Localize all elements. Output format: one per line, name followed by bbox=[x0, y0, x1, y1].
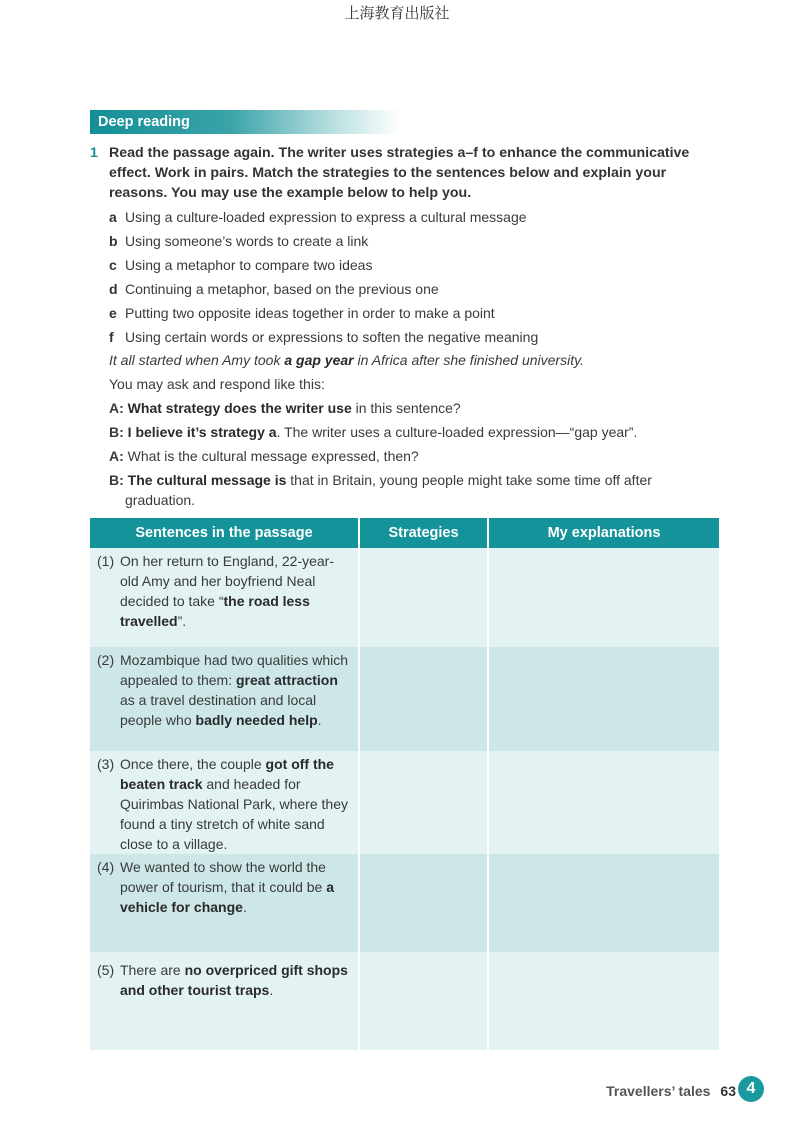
sentence-text: We wanted to show the world the power of tourism, that it could be bbox=[120, 859, 327, 895]
highlight-text: great attraction bbox=[235, 672, 338, 688]
dialog-rest: in this sentence? bbox=[351, 400, 461, 416]
example-sentence-highlight: a gap year bbox=[284, 352, 354, 368]
dialog-bold: The cultural message is bbox=[127, 472, 287, 488]
example-intro: You may ask and respond like this: bbox=[109, 376, 325, 392]
strategy-list bbox=[109, 206, 538, 350]
strategy-answer-cell[interactable] bbox=[359, 751, 488, 854]
strategy-text: Putting two opposite ideas together in order to make a point bbox=[125, 305, 495, 321]
publisher-name: 上海教育出版社 bbox=[344, 4, 450, 22]
strategy-item bbox=[109, 278, 538, 302]
page-number: 63 bbox=[720, 1083, 736, 1099]
dialog-bold: I believe it’s strategy a bbox=[127, 424, 277, 440]
dialog-rest: . The writer uses a culture-loaded expression—“gap year”. bbox=[276, 424, 638, 440]
dialog-line bbox=[109, 422, 709, 446]
dialog-line bbox=[109, 446, 709, 470]
header-sentences: Sentences in the passage bbox=[90, 518, 359, 548]
strategy-item bbox=[109, 206, 538, 230]
sentence-cell bbox=[90, 548, 359, 647]
dialog-rest: that in Britain, young people might take some time off after graduation. bbox=[125, 472, 652, 508]
sentence-text: ”. bbox=[177, 613, 187, 629]
strategy-answer-cell[interactable] bbox=[359, 647, 488, 751]
example-block bbox=[109, 350, 709, 510]
highlight-text: a vehicle for change bbox=[120, 879, 335, 915]
dialog-rest: What is the cultural message expressed, then? bbox=[127, 448, 419, 464]
passage-table bbox=[90, 518, 719, 1050]
page-footer bbox=[606, 1083, 736, 1099]
strategy-text: Using certain words or expressions to soften the negative meaning bbox=[125, 329, 539, 345]
strategy-answer-cell[interactable] bbox=[359, 854, 488, 952]
strategy-text: Using a metaphor to compare two ideas bbox=[125, 257, 373, 273]
sentence-cell bbox=[90, 647, 359, 751]
highlight-text: the road less travelled bbox=[120, 593, 310, 629]
row-number: (4) bbox=[97, 859, 115, 875]
sentence-text: as a travel destination and local people who bbox=[120, 692, 317, 728]
strategy-letter: c bbox=[109, 257, 117, 273]
sentence-cell bbox=[90, 952, 359, 1050]
strategy-letter: f bbox=[109, 329, 114, 345]
sentence-text: Mozambique had two qualities which appealed to them: bbox=[120, 652, 349, 688]
sentence-text: There are bbox=[120, 962, 185, 978]
strategy-item bbox=[109, 302, 538, 326]
sentence-text: . bbox=[317, 712, 322, 728]
explanation-answer-cell[interactable] bbox=[488, 548, 719, 647]
strategy-item bbox=[109, 254, 538, 278]
strategy-text: Using someone’s words to create a link bbox=[125, 233, 369, 249]
strategy-item bbox=[109, 326, 538, 350]
explanation-answer-cell[interactable] bbox=[488, 647, 719, 751]
speaker: A: bbox=[109, 400, 124, 416]
table-row bbox=[90, 548, 719, 647]
table-row bbox=[90, 647, 719, 751]
strategy-answer-cell[interactable] bbox=[359, 952, 488, 1050]
speaker: B: bbox=[109, 424, 124, 440]
strategy-item bbox=[109, 230, 538, 254]
speaker: B: bbox=[109, 472, 124, 488]
sentence-text: . bbox=[269, 982, 274, 998]
example-sentence bbox=[109, 350, 709, 374]
strategy-letter: b bbox=[109, 233, 118, 249]
row-number: (3) bbox=[97, 756, 115, 772]
row-number: (1) bbox=[97, 553, 115, 569]
highlight-text: badly needed help bbox=[195, 712, 318, 728]
sentence-text: . bbox=[242, 899, 247, 915]
strategy-letter: a bbox=[109, 209, 117, 225]
row-number: (2) bbox=[97, 652, 115, 668]
example-sentence-end: in Africa after she finished university. bbox=[353, 352, 584, 368]
task-text: Read the passage again. The writer uses strategies a–f to enhance the communicative effect. Work in pairs. Match the strategies to the sentences below and explain your reasons. You may use the example below to help you. bbox=[109, 145, 690, 201]
explanation-answer-cell[interactable] bbox=[488, 952, 719, 1050]
strategy-text: Using a culture-loaded expression to express a cultural message bbox=[125, 209, 527, 225]
explanation-answer-cell[interactable] bbox=[488, 751, 719, 854]
task-instruction bbox=[90, 143, 720, 203]
dialog-bold: What strategy does the writer use bbox=[127, 400, 352, 416]
dialog-line bbox=[109, 398, 709, 422]
table-row bbox=[90, 952, 719, 1050]
strategy-answer-cell[interactable] bbox=[359, 548, 488, 647]
sentence-text: and headed for Quirimbas National Park, where they found a tiny stretch of white sand close to a village. bbox=[120, 776, 348, 852]
sentence-text: On her return to England, 22-year-old Amy and her boyfriend Neal decided to take “ bbox=[120, 553, 335, 609]
explanation-answer-cell[interactable] bbox=[488, 854, 719, 952]
dialog-line bbox=[109, 470, 709, 510]
header-strategies: Strategies bbox=[359, 518, 488, 548]
highlight-text: no overpriced gift shops and other tourist traps bbox=[120, 962, 348, 998]
speaker: A: bbox=[109, 448, 124, 464]
table-row bbox=[90, 751, 719, 854]
sentence-text: Once there, the couple bbox=[120, 756, 266, 772]
highlight-text: got off the beaten track bbox=[120, 756, 334, 792]
strategy-text: Continuing a metaphor, based on the previous one bbox=[125, 281, 439, 297]
header-explanations: My explanations bbox=[488, 518, 719, 548]
task-number: 1 bbox=[90, 145, 98, 161]
chapter-badge: 4 bbox=[738, 1076, 764, 1102]
example-sentence-start: It all started when Amy took bbox=[109, 352, 285, 368]
sentence-cell bbox=[90, 854, 359, 952]
sentence-cell bbox=[90, 751, 359, 854]
table-row bbox=[90, 854, 719, 952]
row-number: (5) bbox=[97, 962, 115, 978]
strategy-letter: d bbox=[109, 281, 118, 297]
section-header: Deep reading bbox=[90, 110, 400, 134]
unit-title: Travellers’ tales bbox=[606, 1083, 711, 1099]
strategy-letter: e bbox=[109, 305, 117, 321]
